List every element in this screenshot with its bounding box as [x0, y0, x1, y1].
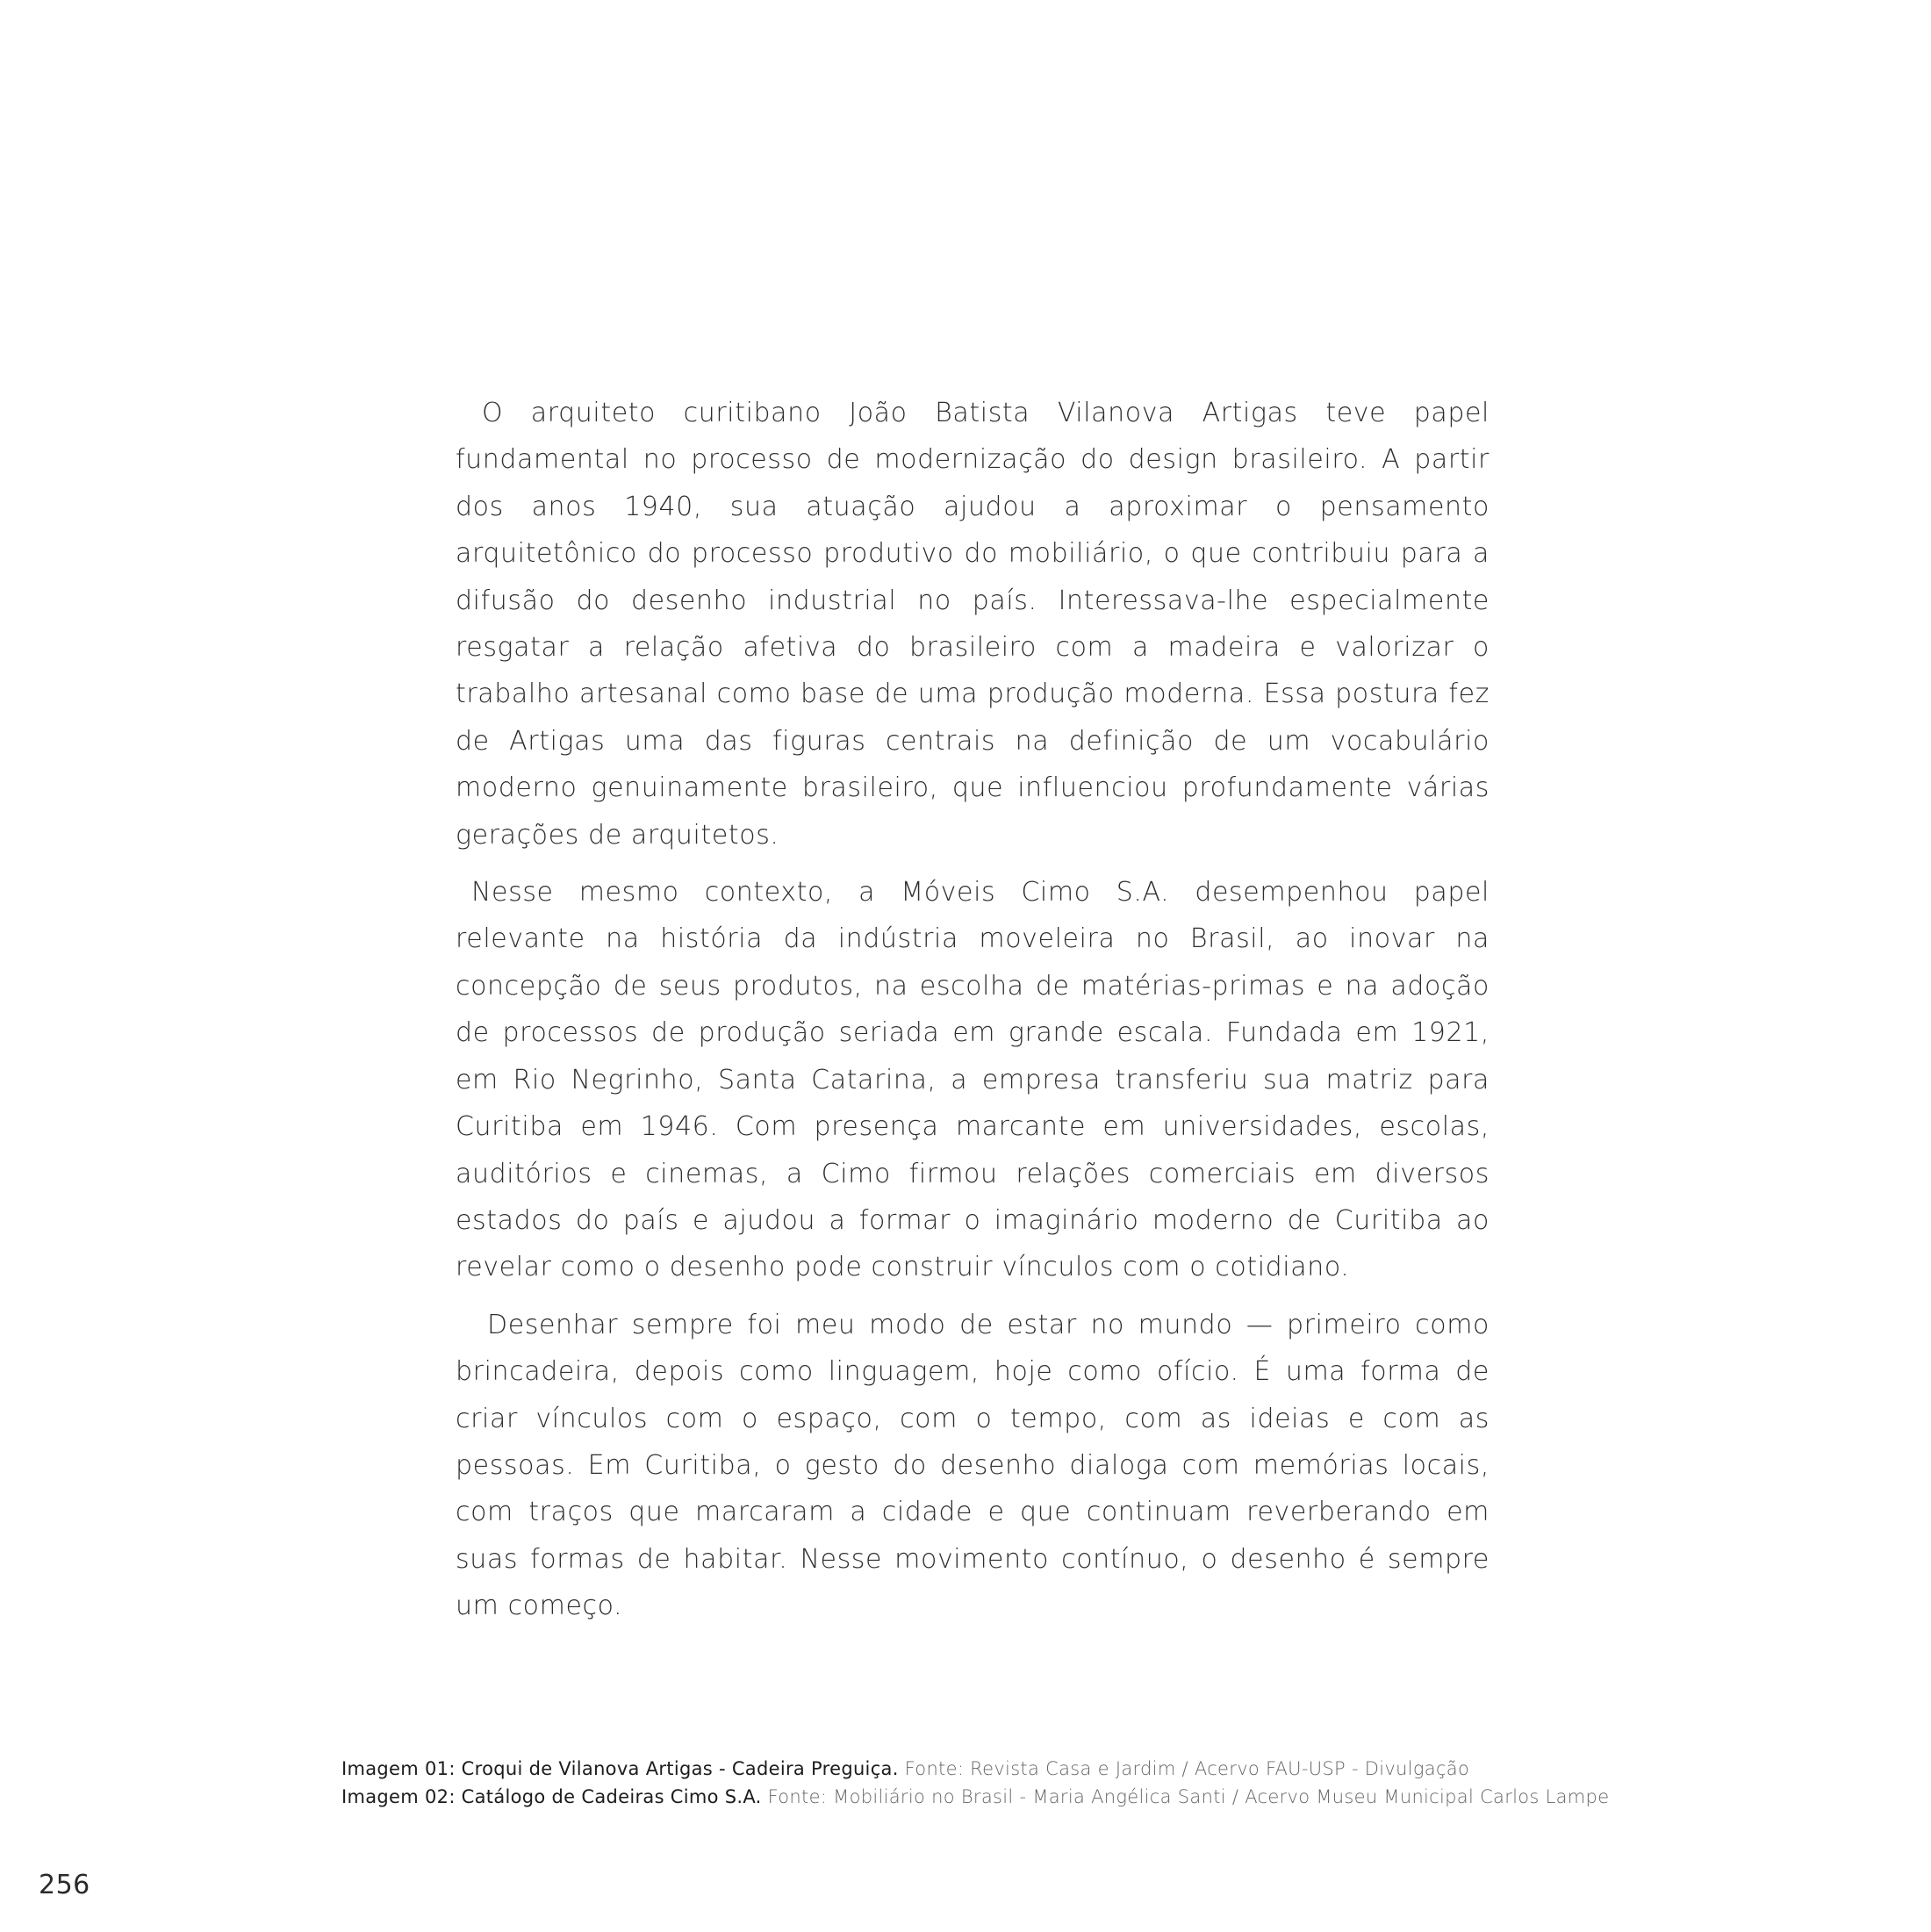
paragraph-artigas: O arquiteto curitibano João Batista Vilanova Artigas teve papel fundamental no processo de modernização do design brasileiro. A partir dos anos 1940, sua atuação ajudou a aproximar o pensamento arquitetônico do processo produtivo do mobiliário, o que contribuiu para a difusão do desenho industrial no país. Interessava-lhe especialmente resgatar a relação afetiva do brasileiro com a madeira e valorizar o trabalho artesanal como base de uma produção moderna. Essa postura fez de Artigas uma das figuras centrais na definição de um vocabulário moderno genuinamente brasileiro, que influenciou profundamente várias gerações de arquitetos.	[456, 398, 1490, 851]
caption-label: Imagem 02: Catálogo de Cadeiras Cimo S.A.	[341, 1786, 762, 1807]
paragraph-cimo: Nesse mesmo contexto, a Móveis Cimo S.A. desempenhou papel relevante na história da indústria moveleira no Brasil, ao inovar na concepção de seus produtos, na escolha de matérias-primas e na adoção de processos de produção seriada em grande escala. Fundada em 1921, em Rio Negrinho, Santa Catarina, a empresa transferiu sua matriz para Curitiba em 1946. Com presença marcante em universidades, escolas, auditórios e cinemas, a Cimo firmou relações comerciais em diversos estados do país e ajudou a formar o imaginário moderno de Curitiba ao revelar como o desenho pode construir vínculos com o cotidiano.	[456, 877, 1490, 1283]
caption-source: Fonte: Mobiliário no Brasil - Maria Angélica Santi / Acervo Museu Municipal Carlos Lampe	[767, 1786, 1610, 1807]
article-body	[456, 390, 1490, 1641]
caption-label: Imagem 01: Croqui de Vilanova Artigas - Cadeira Preguiça.	[341, 1758, 899, 1779]
page-number: 256	[39, 1870, 90, 1900]
caption-image-02	[341, 1783, 1904, 1811]
image-captions	[341, 1755, 1904, 1811]
caption-image-01	[341, 1755, 1904, 1783]
caption-source: Fonte: Revista Casa e Jardim / Acervo FAU-USP - Divulgação	[904, 1758, 1470, 1779]
paragraph-desenhar: Desenhar sempre foi meu modo de estar no mundo — primeiro como brincadeira, depois como linguagem, hoje como ofício. É uma forma de criar vínculos com o espaço, com o tempo, com as ideias e com as pessoas. Em Curitiba, o gesto do desenho dialoga com memórias locais, com traços que marcaram a cidade e que continuam reverberando em suas formas de habitar. Nesse movimento contínuo, o desenho é sempre um começo.	[456, 1309, 1490, 1622]
